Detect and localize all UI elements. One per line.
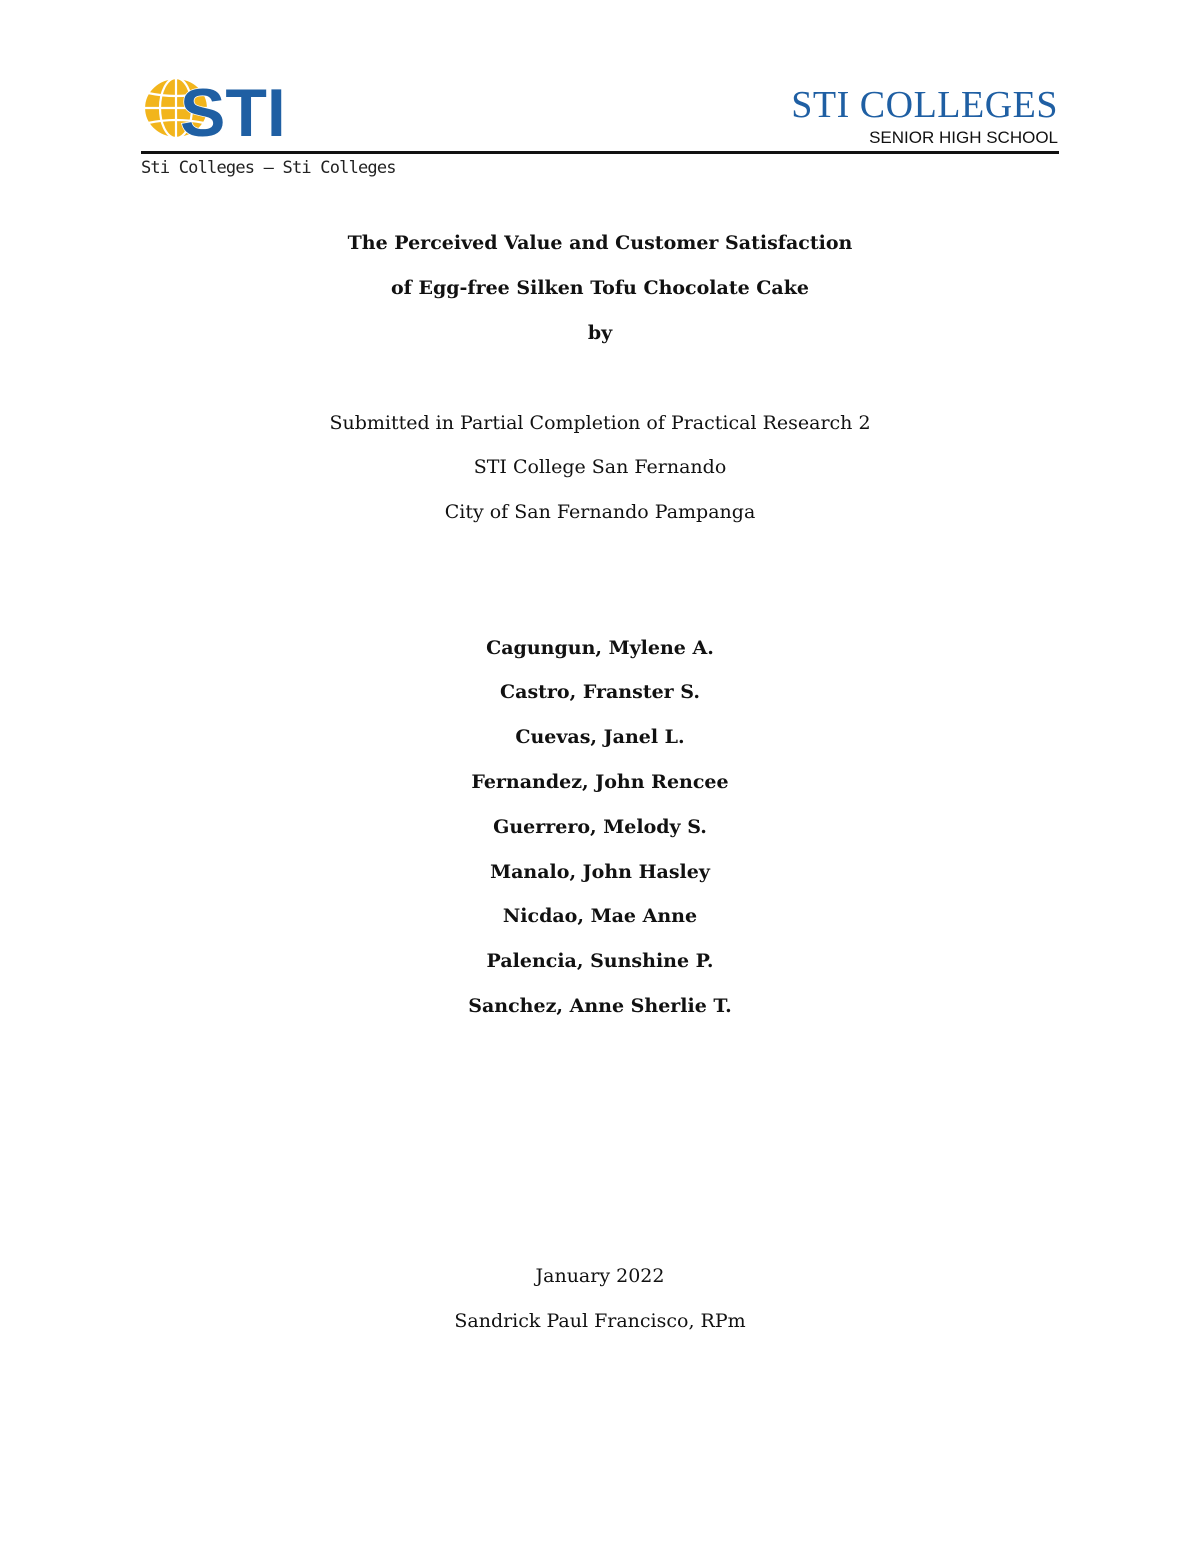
adviser-name: Sandrick Paul Francisco, RPm [454, 1310, 746, 1332]
author-name: Guerrero, Melody S. [493, 816, 707, 838]
title-line-2: of Egg-free Silken Tofu Chocolate Cake [391, 277, 809, 299]
submission-location: City of San Fernando Pampanga [444, 501, 756, 523]
author-name: Castro, Franster S. [500, 681, 700, 703]
running-head: Sti Colleges – Sti Colleges [141, 158, 396, 178]
submission-purpose: Submitted in Partial Completion of Practical Research 2 [329, 412, 871, 434]
header-divider [141, 151, 1059, 154]
author-name: Manalo, John Hasley [490, 861, 710, 883]
author-name: Cagungun, Mylene A. [486, 637, 714, 659]
author-name: Cuevas, Janel L. [515, 726, 685, 748]
title-line-1: The Perceived Value and Customer Satisfaction [347, 232, 853, 254]
sti-logo [140, 68, 300, 144]
college-name: STI COLLEGES [791, 84, 1058, 126]
author-name: Sanchez, Anne Sherlie T. [468, 995, 732, 1017]
division-name: SENIOR HIGH SCHOOL [869, 128, 1058, 147]
author-name: Palencia, Sunshine P. [486, 950, 714, 972]
submission-school: STI College San Fernando [473, 456, 727, 478]
title-by: by [587, 322, 613, 344]
submission-date: January 2022 [535, 1265, 665, 1287]
author-name: Nicdao, Mae Anne [502, 905, 698, 927]
author-name: Fernandez, John Rencee [471, 771, 729, 793]
svg-text:STI: STI [180, 75, 286, 144]
header-right [791, 84, 1058, 148]
